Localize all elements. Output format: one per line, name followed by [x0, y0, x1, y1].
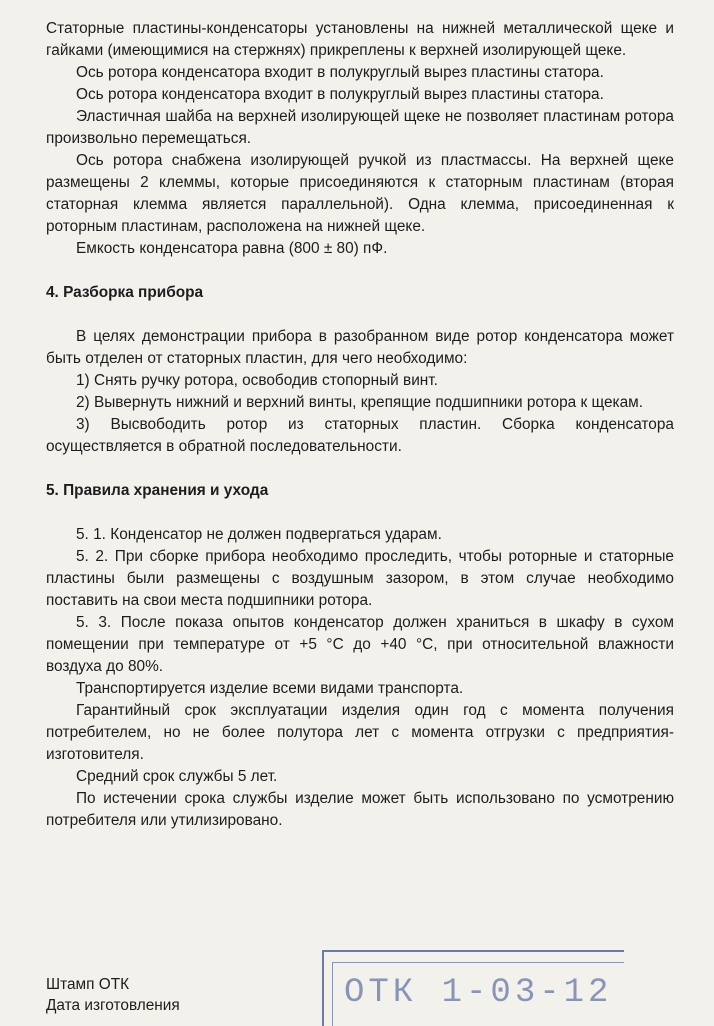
- paragraph-rotor-handle: Ось ротора снабжена изолирующей ручкой из пластмассы. На верхней щеке размещены 2 клеммы, которые присоединяются к статорным пластинам (вторая статорная клемма является параллельной). Одна клемма, присоединенная к роторным пластинам, расположена на нижней щеке.: [46, 152, 674, 235]
- manufacture-date-label: Дата изготовления: [46, 997, 180, 1014]
- paragraph-elastic-washer: Эластичная шайба на верхней изолирующей щеке не позволяет пластинам ротора произвольно перемещаться.: [46, 108, 674, 147]
- paragraph-disassembly-intro: В целях демонстрации прибора в разобранном виде ротор конденсатора может быть отделен от статорных пластин, для чего необходимо:: [46, 328, 674, 367]
- paragraph-rotor-axis-repeat: Ось ротора конденсатора входит в полукруглый вырез пластины статора.: [76, 86, 604, 103]
- paragraph-rule-5-2: 5. 2. При сборке прибора необходимо проследить, чтобы роторные и статорные пластины были размещены с воздушным зазором, в этом случае необходимо поставить на свои места подшипники ротора.: [46, 548, 674, 609]
- footer: [46, 974, 180, 1016]
- paragraph-rotor-axis: Ось ротора конденсатора входит в полукруглый вырез пластины статора.: [76, 64, 604, 81]
- paragraph-capacitance: Емкость конденсатора равна (800 ± 80) пФ.: [76, 240, 388, 257]
- section-4-title: 4. Разборка прибора: [46, 284, 204, 301]
- paragraph-rule-5-3: 5. 3. После показа опытов конденсатор должен храниться в шкафу в сухом помещении при температуре от +5 °C до +40 °C, при относительной влажности воздуха до 80%.: [46, 614, 674, 675]
- paragraph-service-life: Средний срок службы 5 лет.: [76, 768, 278, 785]
- qc-stamp: [322, 950, 624, 1026]
- qc-stamp-text: ОТК 1-03-12: [344, 974, 613, 1012]
- paragraph-warranty: Гарантийный срок эксплуатации изделия один год с момента получения потребителем, но не более полутора лет с момента отгрузки с предприятия-изготовителя.: [46, 702, 674, 763]
- stamp-label: Штамп ОТК: [46, 976, 130, 993]
- document-body: [46, 18, 674, 832]
- section-5-title: 5. Правила хранения и ухода: [46, 482, 269, 499]
- paragraph-stator-plates: Статорные пластины-конденсаторы установлены на нижней металлической щеке и гайками (имеющимися на стержнях) прикреплены к верхней изолирующей щеке.: [46, 20, 674, 59]
- list-item-step-1: 1) Снять ручку ротора, освободив стопорный винт.: [76, 372, 438, 389]
- list-item-step-3: 3) Высвободить ротор из статорных пластин. Сборка конденсатора осуществляется в обратной последовательности.: [46, 416, 674, 455]
- list-item-step-2: 2) Вывернуть нижний и верхний винты, крепящие подшипники ротора к щекам.: [76, 394, 644, 411]
- paragraph-rule-5-1: 5. 1. Конденсатор не должен подвергаться ударам.: [76, 526, 442, 543]
- paragraph-transport: Транспортируется изделие всеми видами транспорта.: [76, 680, 464, 697]
- paragraph-disposal: По истечении срока службы изделие может быть использовано по усмотрению потребителя или утилизировано.: [46, 790, 674, 829]
